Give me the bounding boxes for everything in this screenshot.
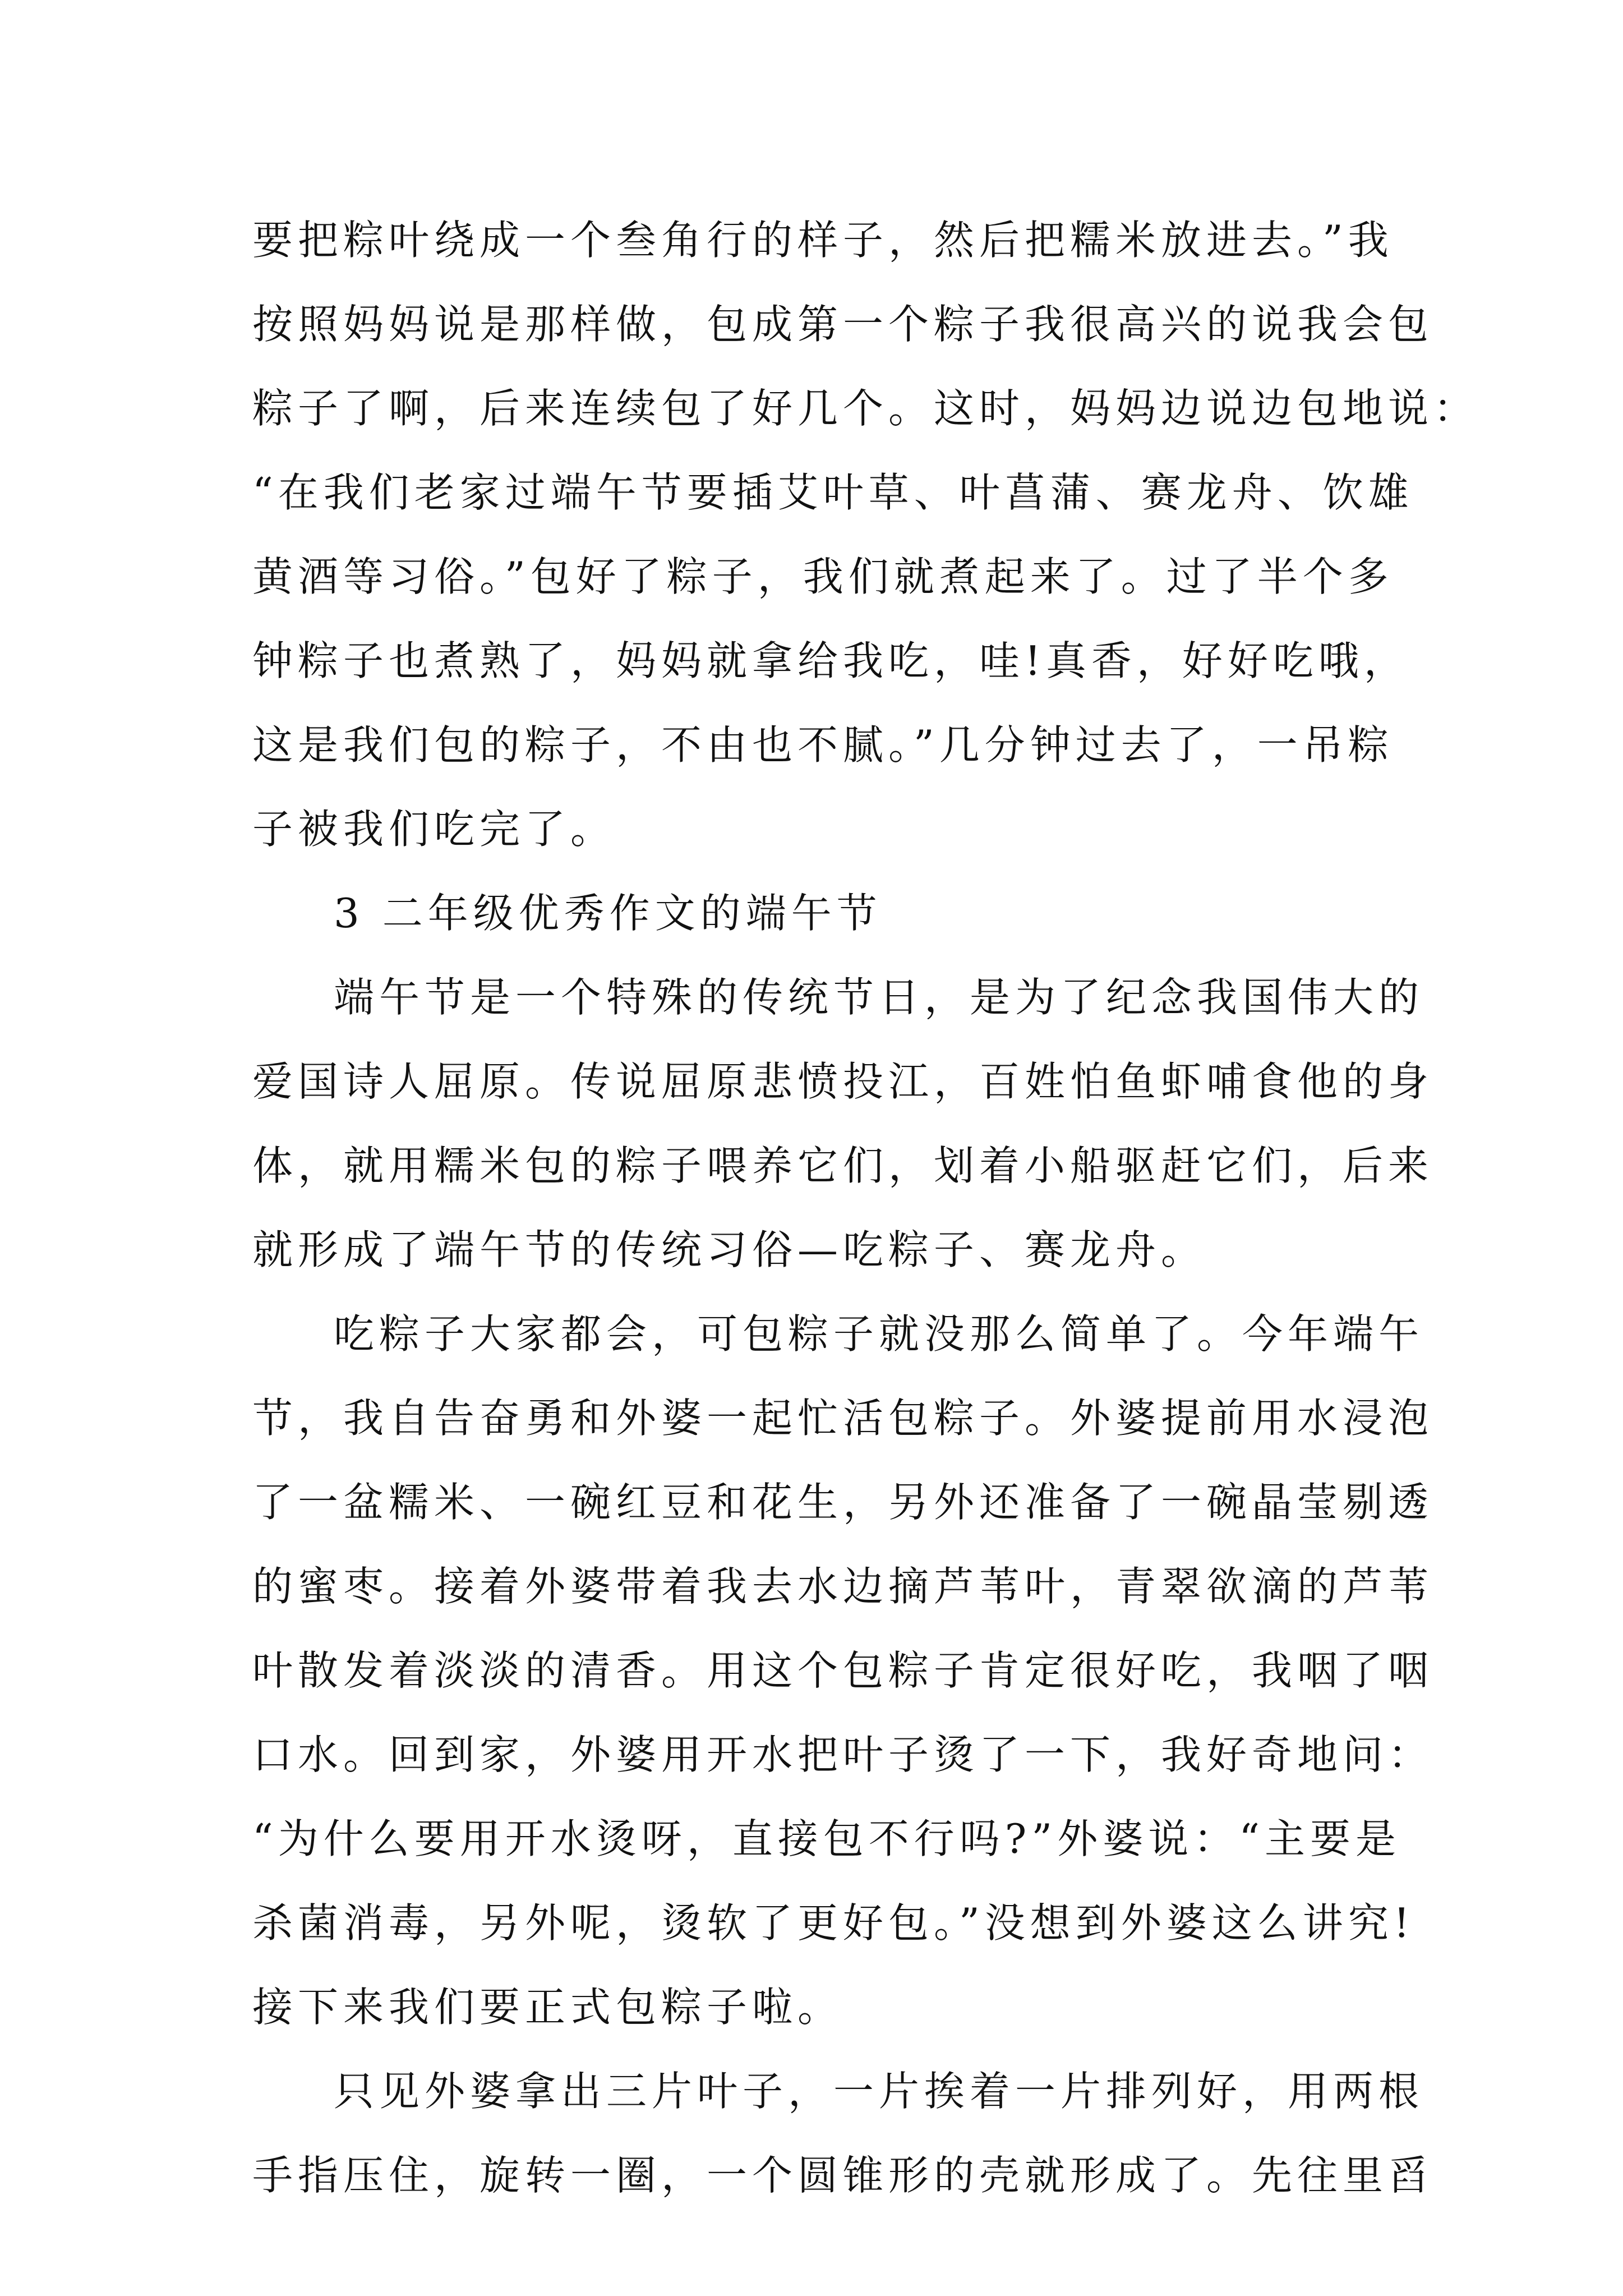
text-line: 体，就用糯米包的粽子喂养它们，划着小船驱赶它们，后来 [252, 1142, 1434, 1189]
text-line: 手指压住，旋转一圈，一个圆锥形的壳就形成了。先往里舀 [252, 2152, 1434, 2199]
text-line: 了一盆糯米、一碗红豆和花生，另外还准备了一碗晶莹剔透 [252, 1479, 1434, 1526]
text-line: 钟粽子也煮熟了，妈妈就拿给我吃，哇!真香，好好吃哦， [252, 637, 1409, 684]
text-line: 这是我们包的粽子，不由也不腻。”几分钟过去了，一吊粽 [252, 721, 1394, 769]
text-line: 黄酒等习俗。”包好了粽子，我们就煮起来了。过了半个多 [252, 553, 1394, 600]
text-line: 端午节是一个特殊的传统节日，是为了纪念我国伟大的 [334, 974, 1424, 1021]
text-line: 口水。回到家，外婆用开水把叶子烫了一下，我好奇地问： [252, 1731, 1434, 1778]
text-line: “为什么要用开水烫呀，直接包不行吗?”外婆说：“主要是 [252, 1815, 1401, 1862]
text-line: 爱国诗人屈原。传说屈原悲愤投江，百姓怕鱼虾哺食他的身 [252, 1058, 1434, 1105]
text-line: 就形成了端午节的传统习俗—吃粽子、赛龙舟。 [252, 1226, 1207, 1273]
text-line: 接下来我们要正式包粽子啦。 [252, 1984, 843, 2031]
section-heading: 3 二年级优秀作文的端午节 [334, 890, 882, 937]
text-line: 叶散发着淡淡的清香。用这个包粽子肯定很好吃，我咽了咽 [252, 1647, 1434, 1694]
text-line: 要把粽叶绕成一个叁角行的样子，然后把糯米放进去。”我 [252, 217, 1394, 264]
text-line: 的蜜枣。接着外婆带着我去水边摘芦苇叶，青翠欲滴的芦苇 [252, 1563, 1434, 1610]
text-line: 粽子了啊，后来连续包了好几个。这时，妈妈边说边包地说： [252, 385, 1479, 432]
text-line: 只见外婆拿出三片叶子，一片挨着一片排列好，用两根 [334, 2068, 1424, 2115]
text-line: 按照妈妈说是那样做，包成第一个粽子我很高兴的说我会包 [252, 301, 1434, 348]
text-line: 子被我们吃完了。 [252, 806, 616, 853]
text-line: “在我们老家过端午节要插艾叶草、叶菖蒲、赛龙舟、饮雄 [252, 469, 1414, 516]
text-line: 杀菌消毒，另外呢，烫软了更好包。”没想到外婆这么讲究! [252, 1899, 1415, 1947]
text-line: 节，我自告奋勇和外婆一起忙活包粽子。外婆提前用水浸泡 [252, 1395, 1434, 1442]
text-line: 吃粽子大家都会，可包粽子就没那么简单了。今年端午 [334, 1310, 1424, 1358]
